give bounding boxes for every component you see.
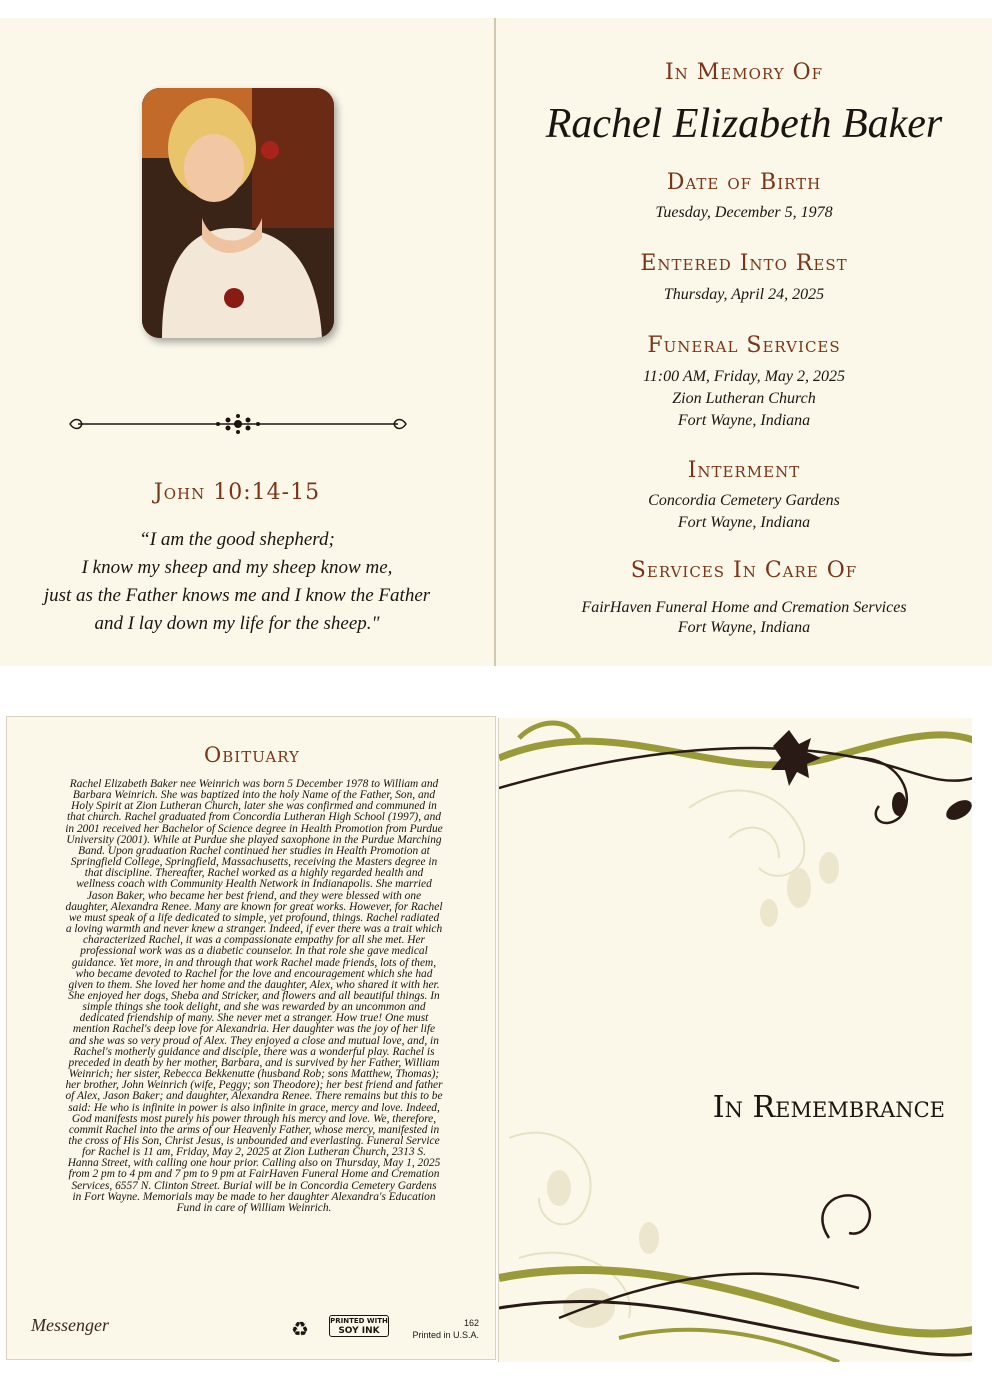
obituary-line: the cross of His Son, Christ Jesus, is unbounded and everlasting. Funeral Service — [68, 1135, 440, 1147]
verse-text — [20, 526, 454, 638]
obituary-line: Weinrich; her sister, Rebecca Bekkenutte (husband Rob; sons Matthew, Thomas); — [68, 1068, 440, 1081]
verse-line: and I lay down my life for the sheep." — [94, 613, 380, 634]
obituary-line: who became devoted to Rachel for the love and encouragement which she had — [75, 967, 433, 980]
interment-heading: Interment — [687, 458, 801, 483]
obituary-line: Barbara Weinrich. She was baptized into the holy Name of the Father, Son, and — [72, 789, 436, 802]
obituary-line: in 2001 received her Bachelor of Science degree in Health Promotion from Purdue — [65, 822, 443, 835]
interment-line: Concordia Cemetery Gardens — [648, 492, 840, 509]
obituary-line: Hanna Street, with calling one hour prior. Calling also on Thursday, May 1, 2025 — [67, 1157, 441, 1170]
cover-title: In Remembrance — [712, 1090, 945, 1125]
verse-reference: John 10:14-15 — [153, 480, 321, 505]
publisher-logo: Messenger — [31, 1315, 109, 1335]
obituary-line: in Fort Wayne. Memorials may be made to her daughter Alexandra's Education — [72, 1190, 436, 1203]
obituary-panel — [6, 716, 496, 1360]
soy-ink-badge — [329, 1315, 389, 1337]
obituary-line: simple things she took delight, and she was rewarded by an uncommon and — [82, 1001, 426, 1014]
obituary-line: Rachel Elizabeth Baker nee Weinrich was born 5 December 1978 to William and — [69, 778, 439, 790]
obituary-line: given to them. She loved her home and the daughter, Alex, who shared it with her. — [68, 978, 440, 991]
front-left-panel — [0, 18, 494, 666]
obituary-line: said: He who is infinite in power is also infinite in grace, mercy and love. Indeed, — [68, 1101, 440, 1114]
funeral-heading: Funeral Services — [647, 333, 841, 358]
interment-line: Fort Wayne, Indiana — [677, 514, 811, 531]
obituary-line: commit Rachel into the arms of our Heavenly Father, whose mercy, manifested in — [68, 1123, 440, 1136]
obituary-line: Holy Spirit at Zion Lutheran Church, later she was confirmed and communed in — [71, 800, 437, 813]
catalog-number: 162 — [463, 1318, 479, 1328]
care-line: Fort Wayne, Indiana — [677, 619, 811, 636]
birth-date: Tuesday, December 5, 1978 — [655, 204, 833, 221]
obituary-line: Band. Upon graduation Rachel continued her studies in Health Promotion at — [78, 844, 430, 857]
obituary-line: wellness coach with Community Health Network in Indianapolis. She married — [76, 878, 432, 891]
funeral-line: Fort Wayne, Indiana — [677, 412, 811, 429]
obituary-line: for Rachel is 11 am, Friday, May 2, 2025 at Zion Lutheran Church, 2313 S. — [82, 1146, 426, 1159]
interment-details — [496, 490, 992, 534]
obituary-line: her brother, John Weinrich (wife, Peggy; son Theodore); her best friend and father — [65, 1079, 443, 1092]
obituary-line: University (2001). While at Purdue she played saxophone in the Purdue Marching — [66, 833, 442, 846]
obituary-line: of Alex, Jason Baker; and daughter, Alexandra Renee. There remains but this to be — [65, 1090, 443, 1103]
obituary-line: Springfield College, Springfield, Massachusetts, receiving the Masters degree in — [70, 856, 438, 869]
obituary-line: that church. Rachel graduated from Concordia Lutheran High School (1997), and — [67, 811, 441, 824]
funeral-line: Zion Lutheran Church — [672, 390, 816, 407]
birth-heading: Date of Birth — [666, 170, 822, 195]
rest-date: Thursday, April 24, 2025 — [663, 286, 825, 303]
obituary-line: dedicated friendship of many. She never met a stranger. How true! One must — [79, 1012, 429, 1025]
rest-heading: Entered Into Rest — [640, 251, 848, 276]
obituary-line: characterized Rachel, it was a compassionate empathy for all she met. Her — [83, 934, 425, 947]
cover-panel — [498, 718, 972, 1362]
front-right-panel — [496, 18, 992, 666]
print-info — [397, 1317, 479, 1341]
printed-in: Printed in U.S.A. — [412, 1330, 479, 1340]
obituary-line: professional work was as a diabetic counselor. In that role she gave medical — [80, 945, 428, 958]
obituary-title: Obituary — [204, 743, 300, 767]
obituary-line: Fund in care of William Weinrich. — [176, 1201, 332, 1214]
in-memory-of-heading: In Memory Of — [664, 60, 824, 85]
obituary-line: and she was so very proud of Alex. They enjoyed a close and mutual love, and, in — [69, 1034, 439, 1047]
funeral-details — [496, 366, 992, 432]
funeral-line: 11:00 AM, Friday, May 2, 2025 — [642, 368, 846, 385]
care-line: FairHaven Funeral Home and Cremation Services — [581, 599, 907, 616]
memorial-photo — [142, 88, 334, 338]
verse-line: “I am the good shepherd; — [139, 529, 335, 550]
deceased-name: Rachel Elizabeth Baker — [545, 101, 943, 147]
obituary-line: Jason Baker, who became her best friend, and they were blessed with one — [86, 889, 422, 902]
obituary-text — [31, 779, 477, 1214]
obituary-line: a loving warmth and never knew a stranger. Indeed, if ever there was a trait which — [65, 923, 443, 936]
obituary-line: daughter, Alexandra Renee. Many are known for great works. However, for Rachel — [65, 900, 443, 913]
soy-ink-top: PRINTED WITH — [330, 1317, 388, 1325]
care-details — [496, 598, 992, 638]
recycle-icon: ♻ — [291, 1319, 309, 1341]
obituary-line: guidance. Yet more, in and through that work Rachel made friends, lots of them, — [71, 956, 437, 969]
obituary-line: Rachel's motherly guidance and disciple, there was a wonderful play. Rachel is — [73, 1045, 435, 1058]
obituary-line: we must speak of a life dedicated to simple, yet profound, things. Rachel radiated — [68, 911, 440, 924]
care-heading: Services In Care Of — [630, 558, 858, 583]
floral-vine-artwork — [499, 718, 972, 1362]
ornamental-divider — [68, 412, 408, 436]
obituary-line: from 2 pm to 4 pm and 7 pm to 9 pm at FairHaven Funeral Home and Cremation — [68, 1168, 440, 1181]
verse-line: I know my sheep and my sheep know me, — [81, 557, 393, 578]
verse-line: just as the Father knows me and I know the Father — [43, 585, 431, 606]
soy-ink-bottom: SOY INK — [338, 1326, 380, 1336]
obituary-line: preceded in death by her mother, Barbara, and is survived by her Father, William — [68, 1056, 440, 1069]
obituary-line: God manifests most purely his power through his mercy and love. We, therefore, — [71, 1112, 437, 1125]
obituary-line: that discipline. Thereafter, Rachel worked as a highly regarded health and — [84, 867, 424, 880]
obituary-line: mention Rachel's deep love for Alexandria. Her daughter was the joy of her life — [72, 1023, 436, 1036]
obituary-line: Services, 6557 N. Clinton Street. Burial will be in Concordia Cemetery Gardens — [71, 1179, 437, 1192]
obituary-line: She enjoyed her dogs, Sheba and Stricker, and flowers and all beautiful things. In — [68, 989, 440, 1002]
